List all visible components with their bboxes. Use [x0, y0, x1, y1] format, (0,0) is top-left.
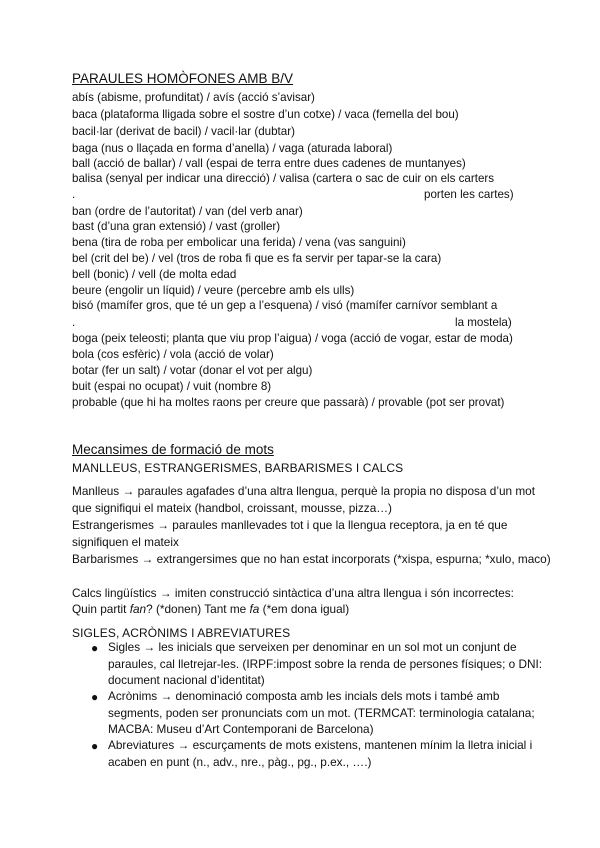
- list-item: bel (crit del be) / vel (tros de roba fi que es fa servir per tapar-se la cara): [72, 252, 442, 265]
- calc-examples: [72, 601, 552, 618]
- bullet-item-abreviatures: Abreviatures → escurçaments de mots existens, mantenen mínim la lletra inicial i acaben en punt (n., adv., nre., pàg., pg., p.ex., ….): [108, 738, 533, 769]
- paragraph-calcs: Calcs lingüístics → imiten construcció sintàctica d’una altra llengua i són incorrectes:: [72, 586, 514, 600]
- calc-example-text: Quin partit: [72, 602, 130, 616]
- list-item: abís (abisme, profunditat) / avís (acció s’avisar): [72, 91, 315, 104]
- bullet-item-sigles: Sigles → les inicials que serveixen per denominar en un sol mot un conjunt de paraules, cal lletrejar-les. (IRPF:impost sobre la renda de persones físiques; o DNI: document nacional d’identitat): [108, 640, 543, 687]
- list-item: balisa (senyal per indicar una direcció) / valisa (cartera o sac de cuir on els carters: [72, 172, 495, 185]
- subheading-loanwords: MANLLEUS, ESTRANGERISMES, BARBARISMES I CALCS: [72, 461, 404, 475]
- continuation-dot: .: [72, 316, 76, 329]
- list-item: baga (nus o llaçada en forma d’anella) / vaga (aturada laboral): [72, 142, 393, 155]
- list-item: baca (plataforma lligada sobre el sostre d’un cotxe) / vaca (femella del bou): [72, 108, 459, 121]
- list-item: ban (ordre de l’autoritat) / van (del verb anar): [72, 205, 303, 218]
- list-item: bola (cos esfèric) / vola (acció de volar): [72, 348, 274, 361]
- bullet-icon: ●: [91, 641, 99, 655]
- section-title-word-formation: Mecansimes de formació de mots: [72, 442, 274, 457]
- paragraph-barbarismes: Barbarismes → extrangersimes que no han estat incorporats (*xispa, espurna; *xulo, maco): [72, 552, 551, 566]
- continuation-dot: .: [72, 188, 76, 201]
- paragraph-manlleus: Manlleus → paraules agafades d’una altra llengua, perquè la propia no disposa d’un mot que signifiqui el mateix (handbol, croissant, mousse, pizza…): [72, 484, 536, 515]
- calc-example-text: (*em dona igual): [259, 602, 350, 616]
- paragraph-estrangerismes: Estrangerismes → paraules manllevades tot i que la llengua receptora, ja en té que signifiquen el mateix: [72, 518, 508, 549]
- bullet-icon: ●: [91, 690, 99, 704]
- list-item: buit (espai no ocupat) / vuit (nombre 8): [72, 380, 272, 393]
- list-item: ball (acció de ballar) / vall (espai de terra entre dues cadenes de muntanyes): [72, 157, 466, 170]
- list-item: beure (engolir un líquid) / veure (percebre amb els ulls): [72, 284, 355, 297]
- list-item: bisó (mamífer gros, que té un gep a l’esquena) / visó (mamífer carnívor semblant a: [72, 299, 498, 312]
- list-item: bacil·lar (derivat de bacil) / vacil·lar (dubtar): [72, 125, 295, 138]
- list-item: probable (que hi ha moltes raons per creure que passarà) / provable (pot ser provat): [72, 396, 505, 409]
- calc-example-italic: fan: [129, 602, 147, 616]
- bullet-icon: ●: [91, 739, 99, 753]
- section-title-homophones: PARAULES HOMÒFONES AMB B/V: [72, 71, 294, 86]
- calc-example-italic: fa: [249, 602, 260, 616]
- calc-example-text: ? (*donen) Tant me: [146, 602, 250, 616]
- subheading-sigles: SIGLES, ACRÒNIMS I ABREVIATURES: [72, 626, 291, 640]
- continuation-text: la mostela): [455, 316, 512, 329]
- list-item: botar (fer un salt) / votar (donar el vot per algu): [72, 364, 313, 377]
- list-item: bena (tira de roba per embolicar una ferida) / vena (vas sanguini): [72, 236, 406, 249]
- list-item: bast (d’una gran extensió) / vast (groller): [72, 220, 281, 233]
- list-item: bell (bonic) / vell (de molta edad: [72, 268, 237, 281]
- bullet-item-acronims: Acrònims → denominació composta amb les incials dels mots i també amb segments, poden ser pronunciats com un mot. (TERMCAT: terminologia catalana; MACBA: Museu d’Art Contemporani de Barcelona): [108, 689, 535, 736]
- continuation-text: porten les cartes): [424, 188, 514, 201]
- list-item: boga (peix teleosti; planta que viu prop l’aigua) / voga (acció de vogar, estar de moda): [72, 332, 513, 345]
